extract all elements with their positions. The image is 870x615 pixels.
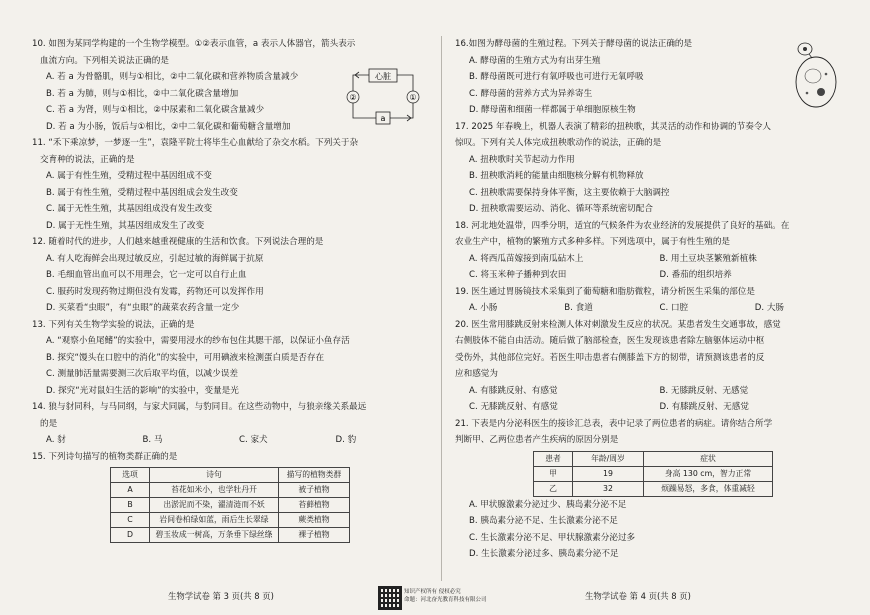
question-18: [455, 218, 850, 284]
question-21: [455, 416, 850, 563]
q21-cell: 身高 130 cm，智力正常: [644, 466, 773, 481]
q13-option-a: A. “观察小鱼尾鳍”的实验中，需要用浸水的纱布包住其腮干部，以保证小鱼存活: [46, 336, 350, 346]
q18-option-d: D. 番茄的组织培养: [659, 270, 732, 280]
vessel-loop: [353, 75, 413, 118]
q21-table: [533, 451, 773, 497]
q20-stem-line1: 20. 医生常用膝跳反射来检测人体对刺激发生反应的状况。某患者发生交通事故，感觉: [455, 319, 781, 330]
q21-table-header: [534, 451, 773, 466]
q20-stem-line2: 右侧肢体不能自由活动。随后做了脑部检查，医生发现该患者除左脑躯体运动中枢: [455, 336, 765, 346]
q13-option-d: D. 探究“光对鼠妇生活的影响”的实验中，变量是光: [46, 385, 239, 396]
circulation-diagram: [343, 66, 423, 128]
organ-a-label: a: [380, 114, 386, 123]
q16-stem: 16.如图为酵母菌的生殖过程。下列关于酵母菌的说法正确的是: [455, 39, 693, 49]
q15-cell: 岩间卷柏绿如蓝，雨后生长翠绿: [150, 513, 279, 528]
question-13: [32, 317, 432, 400]
q15-header-group: 描写的植物类群: [279, 468, 350, 483]
table-row: [111, 513, 350, 528]
q21-cell: 乙: [534, 481, 573, 496]
q15-stem: 15. 下列诗句描写的植物类群正确的是: [32, 451, 178, 462]
bud-nucleus: [803, 47, 807, 51]
q12-option-c: C. 服药时发现药物过期但没有发霉，药物还可以发挥作用: [46, 286, 264, 297]
q20-option-a: A. 有膝跳反射、有感觉: [469, 385, 558, 396]
q19-option-b: B. 食道: [564, 303, 593, 313]
q21-header-age: 年龄/周岁: [573, 451, 644, 466]
q21-cell: 32: [573, 481, 644, 496]
q19-option-c: C. 口腔: [659, 303, 689, 313]
heart-label: 心脏: [375, 72, 391, 81]
q12-option-a: A. 有人吃海鲜会出现过敏反应，引起过敏的海鲜属于抗原: [46, 253, 264, 264]
q10-stem-line2: 血流方向。下列相关说法正确的是: [40, 55, 169, 66]
table-row: [534, 466, 773, 481]
q11-option-c: C. 属于无性生殖，其基因组成没有发生改变: [46, 204, 213, 214]
q17-option-b: B. 扭秧歌消耗的能量由细胞核分解有机物释放: [469, 171, 644, 181]
q12-option-d: D. 买菜看“虫眼”，有“虫眼”的蔬菜农药含量一定少: [46, 303, 240, 313]
q21-option-b: B. 胰岛素分泌不足、生长激素分泌不足: [469, 516, 618, 527]
yeast-nucleus: [817, 88, 825, 96]
q15-cell: 苔藓植物: [279, 498, 350, 513]
column-divider: [441, 36, 442, 581]
q15-header-option: 选项: [111, 468, 150, 483]
question-19: [455, 284, 850, 317]
q16-option-c: C. 酵母菌的营养方式为异养寄生: [469, 88, 593, 99]
q21-header-symptom: 症状: [644, 451, 773, 466]
table-row: [534, 481, 773, 496]
q10-option-a: A. 若 a 为骨骼肌，则与①相比，②中二氧化碳和营养物质含量减少: [46, 72, 299, 82]
q20-option-d: D. 有膝跳反射、无感觉: [659, 402, 749, 412]
q21-option-a: A. 甲状腺激素分泌过少、胰岛素分泌不足: [469, 499, 627, 510]
q18-option-a: A. 将西瓜苗嫁接到南瓜砧木上: [469, 253, 584, 264]
q14-option-c: C. 家犬: [239, 435, 268, 445]
q11-option-d: D. 属于无性生殖，其基因组成发生了改变: [46, 220, 205, 231]
q15-table-header: [111, 468, 350, 483]
table-row: [111, 498, 350, 513]
q21-cell: 甲: [534, 466, 573, 481]
q16-option-b: B. 酵母菌既可进行有氧呼吸也可进行无氧呼吸: [469, 72, 644, 82]
qr-code-icon: [378, 586, 402, 610]
question-14: [32, 399, 432, 449]
bud-connection: [809, 54, 812, 58]
q11-option-a: A. 属于有性生殖，受精过程中基因组成不变: [46, 171, 212, 181]
copyright-line1: 知识产权所有 侵权必究: [404, 589, 461, 595]
q15-table: [110, 467, 350, 543]
q10-option-d: D. 若 a 为小肠，饭后与①相比，②中二氧化碳和葡萄糖含量增加: [46, 121, 291, 132]
q14-stem-line2: 的是: [40, 418, 58, 429]
q18-stem-line1: 18. 河北地处温带，四季分明，适宜的气候条件为农业经济的发展提供了良好的基础。在: [455, 220, 790, 231]
q19-option-a: A. 小肠: [469, 303, 498, 313]
q20-options: [455, 383, 850, 416]
q12-stem: 12. 随着时代的进步，人们越来越重视健康的生活和饮食。下列说法合理的是: [32, 237, 324, 247]
q13-stem: 13. 下列有关生物学实验的说法，正确的是: [32, 319, 195, 330]
q18-option-c: C. 将玉米种子播种到农田: [469, 270, 567, 280]
q15-cell: D: [111, 528, 150, 543]
q15-cell: B: [111, 498, 150, 513]
q20-option-c: C. 无膝跳反射、有感觉: [469, 402, 558, 412]
q19-options: [455, 300, 850, 317]
q16-option-d: D. 酵母菌和细菌一样都属于单细胞原核生物: [469, 105, 636, 115]
q18-stem-line2: 农业生产中，植物的繁殖方式多种多样。下列选项中，属于有性生殖的是: [455, 237, 731, 247]
q21-option-d: D. 生长激素分泌过多、胰岛素分泌不足: [469, 549, 619, 560]
page-3-footer: 生物学试卷 第 3 页(共 8 页): [168, 591, 274, 601]
vessel-1-label: ②: [349, 93, 357, 102]
q10-stem-line1: 10. 如图为某同学构建的一个生物学模型。①②表示血管，a 表示人体器官，箭头表示: [32, 39, 356, 49]
q17-stem-line1: 17. 2025 年春晚上，机器人表演了精彩的扭秧歌，其灵活的动作和协调的节奏令人: [455, 121, 772, 132]
q21-cell: 19: [573, 466, 644, 481]
copyright-line2: 命题：河北奋光教育科技有限公司: [404, 597, 487, 604]
table-row: [111, 528, 350, 543]
q15-cell: C: [111, 513, 150, 528]
yeast-vacuole: [805, 69, 821, 83]
q14-stem-line1: 14. 狼与豺同科，与马同纲，与家犬同属，与豹同目。在这些动物中，与狼亲缘关系最远: [32, 402, 367, 412]
yeast-cell: [796, 57, 836, 107]
q13-option-b: B. 探究“馒头在口腔中的消化”的实验中，可用碘液来检测蛋白质是否存在: [46, 352, 325, 363]
q10-option-c: C. 若 a 为肾，则与①相比，②中尿素和二氧化碳含量减少: [46, 105, 265, 115]
q19-option-d: D. 大肠: [754, 303, 785, 313]
q15-header-poem: 诗句: [150, 468, 279, 483]
q20-option-b: B. 无膝跳反射、无感觉: [659, 385, 749, 396]
q14-option-d: D. 豹: [335, 435, 357, 445]
q18-options: [455, 251, 850, 284]
question-20: [455, 317, 850, 416]
q21-cell: 烦躁易怒，多食，体重减轻: [644, 481, 773, 496]
q11-stem-line1: 11. “禾下乘凉梦，一梦逐一生”，袁隆平院士将毕生心血献给了杂交水稻。下列关于杂: [32, 138, 359, 148]
q10-option-b: B. 若 a 为肺，则与①相比，②中二氧化碳含量增加: [46, 88, 239, 99]
q14-option-b: B. 马: [142, 435, 163, 445]
q17-option-d: D. 扭秧歌需要运动、消化、循环等系统密切配合: [469, 204, 653, 214]
q12-option-b: B. 毛细血管出血可以不用理会，它一定可以自行止血: [46, 270, 247, 280]
q17-option-c: C. 扭秧歌需要保持身体平衡，这主要依赖于大脑调控: [469, 187, 670, 198]
copyright-notice: [404, 588, 487, 605]
yeast-budding-diagram: [785, 38, 843, 110]
q21-header-patient: 患者: [534, 451, 573, 466]
q15-cell: 裸子植物: [279, 528, 350, 543]
q11-stem-line2: 交育种的说法，正确的是: [40, 154, 135, 165]
yeast-granule: [825, 73, 828, 76]
q20-stem-line4: 应和感觉为: [455, 369, 498, 379]
q21-stem-line1: 21. 下表是内分泌科医生的接诊汇总表，表中记录了两位患者的病症。请你结合所学: [455, 418, 773, 429]
q15-cell: 被子植物: [279, 483, 350, 498]
q19-stem: 19. 医生通过胃肠镜技术采集到了葡萄糖和脂肪微粒，请分析医生采集的部位是: [455, 286, 755, 297]
question-15: [32, 449, 432, 544]
table-row: [111, 483, 350, 498]
q15-cell: 出淤泥而不染，濯清涟而不妖: [150, 498, 279, 513]
question-17: [455, 119, 850, 218]
q14-options: [32, 432, 432, 449]
q15-cell: 碧玉妆成一树高，万条垂下绿丝绦: [150, 528, 279, 543]
q15-cell: 蕨类植物: [279, 513, 350, 528]
page-4-footer: 生物学试卷 第 4 页(共 8 页): [585, 591, 691, 601]
vessel-2-label: ①: [409, 93, 417, 102]
q20-stem-line3: 受伤外，其他部位完好。若医生叩击患者右侧膝盖下方的韧带，请预测该患者的反: [455, 352, 765, 363]
right-column: [455, 36, 850, 563]
q17-option-a: A. 扭秧歌时关节起动力作用: [469, 154, 575, 165]
question-11: [32, 135, 432, 234]
q14-option-a: A. 豺: [46, 435, 66, 445]
q15-cell: A: [111, 483, 150, 498]
q21-option-c: C. 生长激素分泌不足、甲状腺激素分泌过多: [469, 532, 636, 543]
q15-cell: 苔花如米小，也学牡丹开: [150, 483, 279, 498]
q21-stem-line2: 判断甲、乙两位患者产生疾病的原因分别是: [455, 435, 619, 445]
q18-option-b: B. 用土豆块茎繁殖新植株: [659, 253, 757, 264]
question-12: [32, 234, 432, 317]
q13-option-c: C. 测量肺活量需要测三次后取平均值，以减少误差: [46, 369, 238, 379]
q11-option-b: B. 属于有性生殖，受精过程中基因组成会发生改变: [46, 187, 238, 198]
q16-option-a: A. 酵母菌的生殖方式为有出芽生殖: [469, 55, 601, 66]
yeast-granule: [806, 92, 809, 95]
q17-stem-line2: 惊叹。下列有关人体完成扭秧歌动作的说法，正确的是: [455, 138, 662, 148]
